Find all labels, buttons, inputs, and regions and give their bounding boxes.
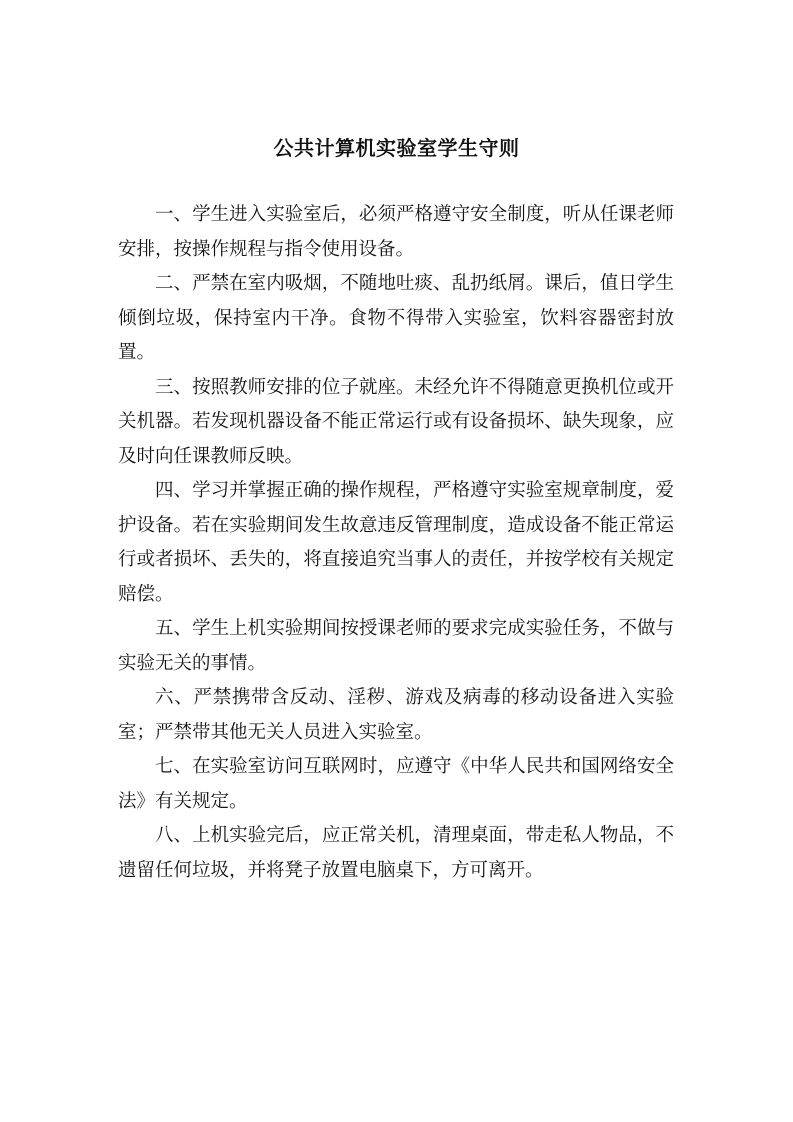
rules-list: [118, 198, 674, 888]
rule-item-8: 八、上机实验完后，应正常关机，清理桌面，带走私人物品，不遗留任何垃圾，并将凳子放置电脑桌下，方可离开。: [118, 825, 674, 881]
rule-item-3: 三、按照教师安排的位子就座。未经允许不得随意更换机位或开关机器。若发现机器设备不能正常运行或有设备损坏、缺失现象，应及时向任课教师反映。: [118, 376, 674, 467]
rule-item-6: 六、严禁携带含反动、淫秽、游戏及病毒的移动设备进入实验室；严禁带其他无关人员进入实验室。: [118, 687, 674, 743]
rule-item-7: 七、在实验室访问互联网时，应遵守《中华人民共和国网络安全法》有关规定。: [118, 756, 674, 812]
rule-item-1: 一、学生进入实验室后，必须严格遵守安全制度，听从任课老师安排，按操作规程与指令使用设备。: [118, 204, 674, 260]
page-title: 公共计算机实验室学生守则: [273, 136, 520, 160]
rule-item-4: 四、学习并掌握正确的操作规程，严格遵守实验室规章制度，爱护设备。若在实验期间发生故意违反管理制度，造成设备不能正常运行或者损坏、丢失的，将直接追究当事人的责任，并按学校有关规定赔偿。: [118, 480, 674, 605]
rule-item-5: 五、学生上机实验期间按授课老师的要求完成实验任务，不做与实验无关的事情。: [118, 618, 674, 674]
rule-item-2: 二、严禁在室内吸烟，不随地吐痰、乱扔纸屑。课后，值日学生倾倒垃圾，保持室内干净。食物不得带入实验室，饮料容器密封放置。: [118, 273, 674, 363]
